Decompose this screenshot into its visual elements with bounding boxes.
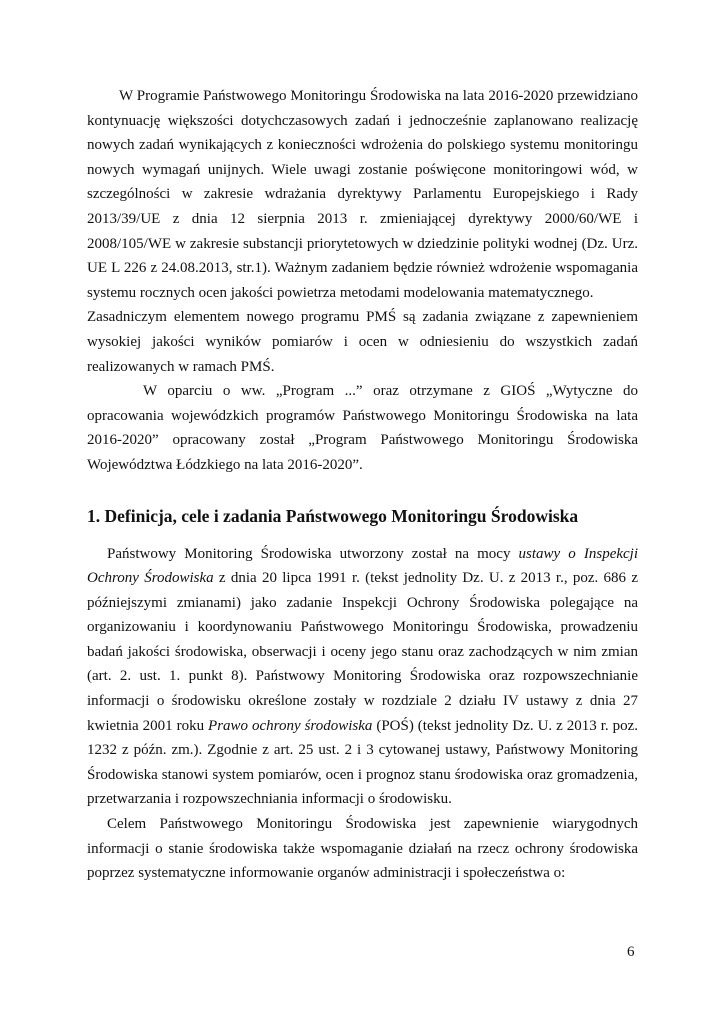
intro-paragraph-1: W Programie Państwowego Monitoringu Środowiska na lata 2016-2020 przewidziano kontynuację większości dotychczasowych zadań i jednocześnie zaplanowano realizację nowych zadań wynikających z konieczności wdrożenia do polskiego systemu monitoringu nowych wymagań unijnych. Wiele uwagi zostanie poświęcone monitoringowi wód, w szczególności w zakresie wdrażania dyrektywy Parlamentu Europejskiego i Rady 2013/39/UE z dnia 12 sierpnia 2013 r. zmieniającej dyrektywy 2000/60/WE i 2008/105/WE w zakresie substancji priorytetowych w dziedzinie polityki wodnej (Dz. Urz. UE L 226 z 24.08.2013, str.1). Ważnym zadaniem będzie również wdrożenie wspomagania systemu rocznych ocen jakości powietrza metodami modelowania matematycznego. [87, 88, 638, 301]
section-paragraph-2: Celem Państwowego Monitoringu Środowiska jest zapewnienie wiarygodnych informacji o stanie środowiska także wspomaganie działań na rzecz ochrony środowiska poprzez systematyczne informowanie organów administracji i społeczeństwa o: [87, 816, 638, 882]
act-title-inspekcja: ustawy o Inspekcji Ochrony Środowiska [87, 545, 638, 587]
section-paragraph-1-text-a: Państwowy Monitoring Środowiska utworzony został na mocy [107, 545, 519, 562]
intro-paragraph-2: Zasadniczym elementem nowego programu PMŚ są zadania związane z zapewnieniem wysokiej jakości wyników pomiarów i ocen w odniesieniu do wszystkich zadań realizowanych w ramach PMŚ. [87, 309, 638, 375]
intro-paragraph-3: W oparciu o ww. „Program ...” oraz otrzymane z GIOŚ „Wytyczne do opracowania wojewódzkich programów Państwowego Monitoringu Środowiska na lata 2016-2020” opracowany został „Program Państwowego Monitoringu Środowiska Województwa Łódzkiego na lata 2016-2020”. [87, 383, 638, 473]
section-heading: 1. Definicja, cele i zadania Państwowego Monitoringu Środowiska [87, 505, 579, 526]
section-paragraph-1-text-c: (POŚ) (tekst jednolity Dz. U. z 2013 r. poz. 1232 z późn. zm.). Zgodnie z art. 25 ust. 2 i 3 cytowanej ustawy, Państwowy Monitoring Środowiska stanowi system pomiarów, ocen i prognoz stanu środowiska oraz gromadzenia, przetwarzania i rozpowszechniania informacji o środowisku. [87, 717, 639, 808]
act-title-prawo-ochrony: Prawo ochrony środowiska [208, 717, 373, 734]
section-paragraph-1 [87, 542, 638, 813]
page-number: 6 [627, 944, 635, 960]
document-page [87, 84, 638, 886]
section-paragraph-1-text-b: z dnia 20 lipca 1991 r. (tekst jednolity Dz. U. z 2013 r., poz. 686 z późniejszymi zmianami) jako zadanie Inspekcji Ochrony Środowiska polegające na organizowaniu i koordynowaniu Państwowego Monitoringu Środowiska, prowadzeniu badań jakości środowiska, obserwacji i oceny jego stanu oraz zachodzących w nim zmian (art. 2. ust. 1. punkt 8). Państwowy Monitoring Środowiska oraz rozpowszechnianie informacji o środowisku określone zostały w rozdziale 2 działu IV ustawy z dnia 27 kwietnia 2001 roku [87, 570, 638, 734]
